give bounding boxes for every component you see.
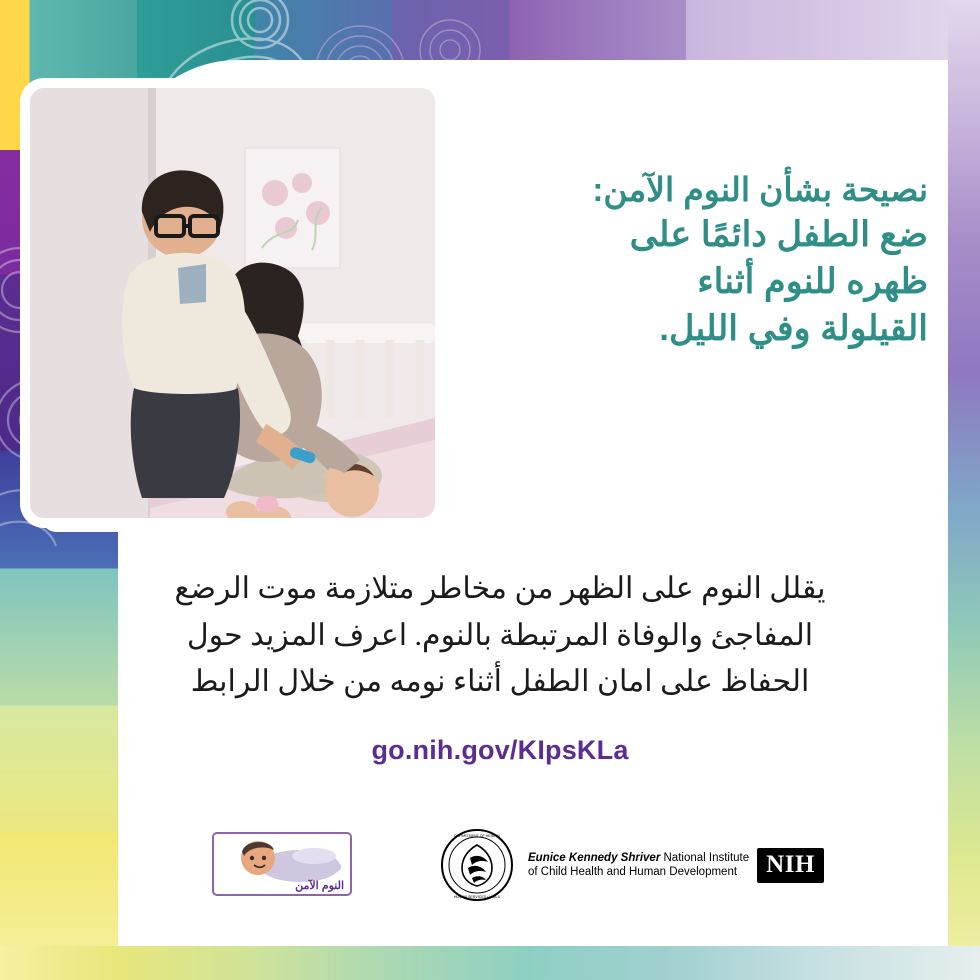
photo-illustration <box>30 88 435 518</box>
svg-text:& HUMAN SERVICES • USA: & HUMAN SERVICES • USA <box>453 895 501 899</box>
logo-row <box>150 826 850 906</box>
nichd-name-italic: Eunice Kennedy Shriver <box>528 851 661 864</box>
nichd-name-rest: National Institute <box>660 851 750 864</box>
more-info-url[interactable]: go.nih.gov/KIpsKLa <box>371 735 629 765</box>
svg-text:DEPARTMENT OF HEALTH: DEPARTMENT OF HEALTH <box>454 834 500 838</box>
headline-line-2: ضع الطفل دائمًا على <box>629 215 928 255</box>
safe-sleep-logo-label: النوم الآمن <box>295 880 344 892</box>
hhs-seal-icon <box>440 828 514 902</box>
nichd-name-line2: of Child Health and Human Development <box>528 866 738 878</box>
body-text: يقلل النوم على الظهر من مخاطر متلازمة موت الرضع المفاجئ والوفاة المرتبطة بالنوم. اعرف المزيد حول الحفاظ على امان الطفل أثناء نومه من خلال الرابط <box>174 572 826 698</box>
nih-wordmark: NIH <box>757 848 824 883</box>
headline <box>448 168 928 353</box>
nichd-name <box>528 851 749 880</box>
headline-line-1: نصيحة بشأن النوم الآمن: <box>592 171 928 208</box>
safe-sleep-logo <box>212 832 352 896</box>
nih-logo <box>528 840 824 890</box>
headline-line-4: القيلولة وفي الليل. <box>659 309 928 348</box>
right-color-band <box>948 0 980 980</box>
headline-line-3: ظهره للنوم أثناء <box>697 262 928 302</box>
family-photo <box>30 88 435 518</box>
bottom-color-band <box>0 946 980 980</box>
